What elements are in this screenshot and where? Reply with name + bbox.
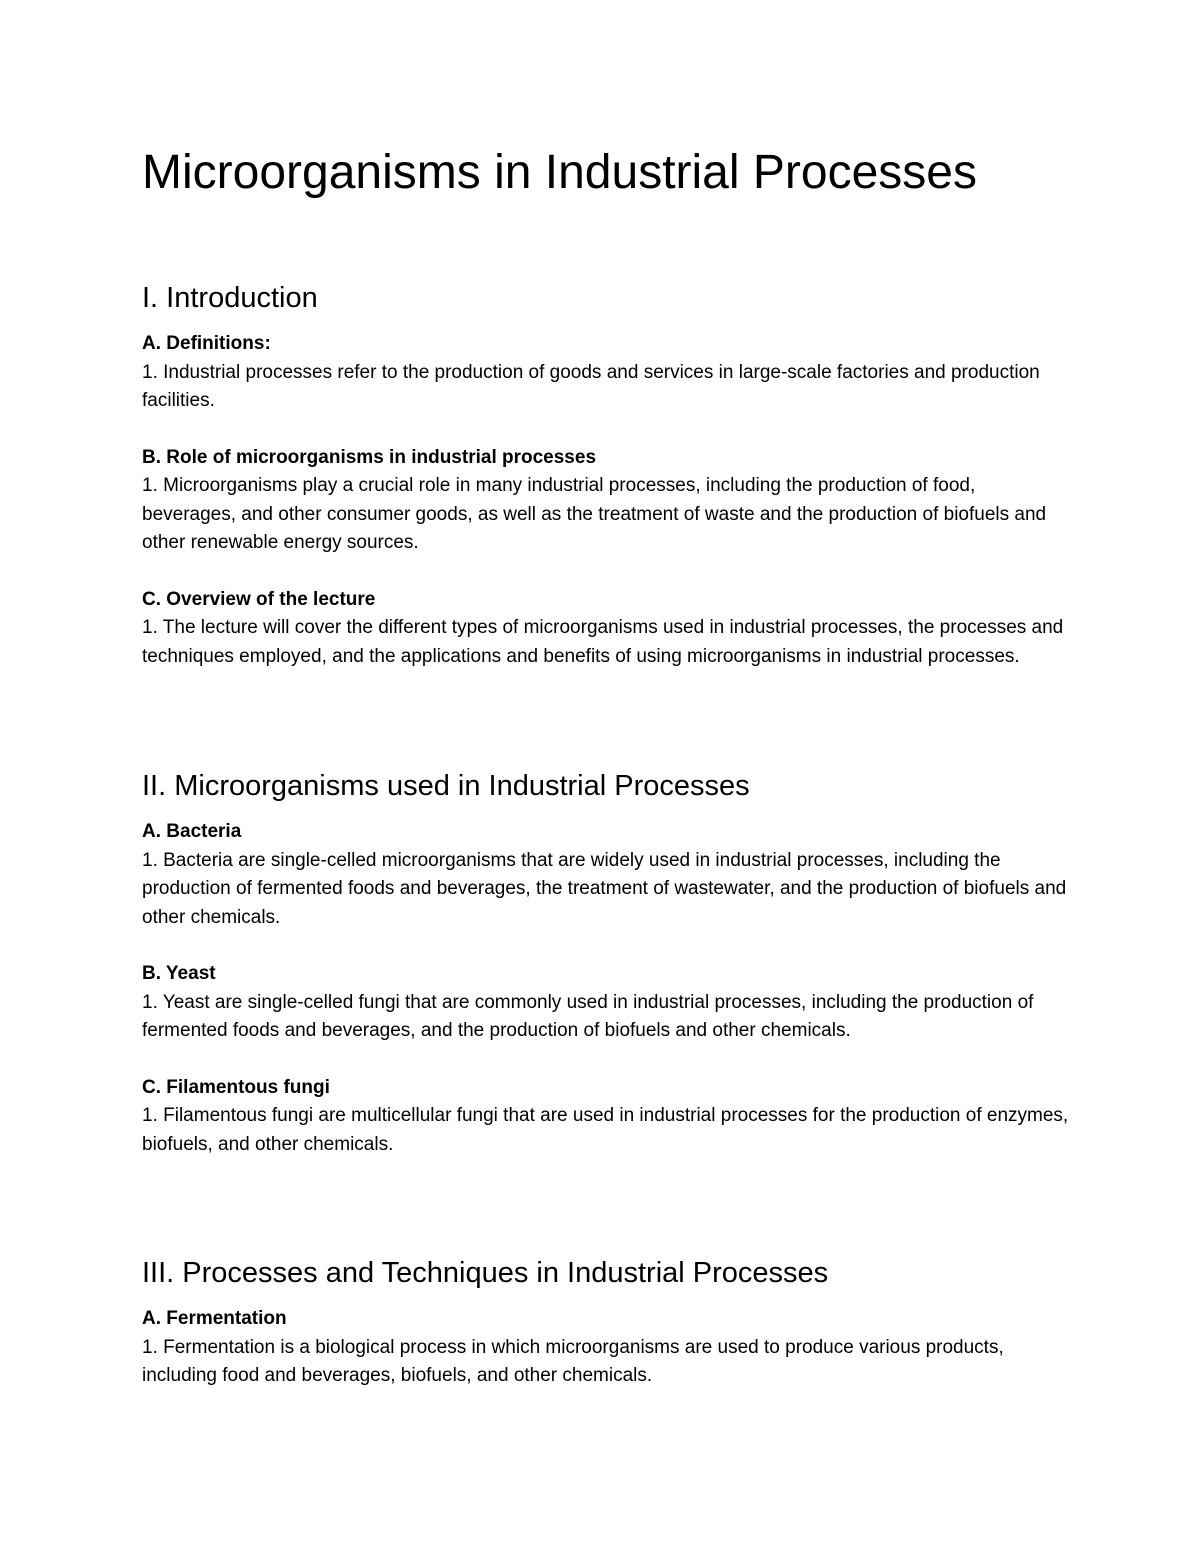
section-heading: I. Introduction <box>142 282 318 314</box>
subsection-filamentous-fungi <box>142 1074 1072 1160</box>
section-processes-techniques <box>142 1253 1072 1419</box>
subsection-text: 1. Fermentation is a biological process in which microorganisms are used to produce various products, including food and beverages, biofuels, and other chemicals. <box>142 1336 1004 1386</box>
subsection-heading: A. Fermentation <box>142 1308 287 1329</box>
section-heading: II. Microorganisms used in Industrial Processes <box>142 770 750 802</box>
subsection-heading: A. Bacteria <box>142 821 242 842</box>
subsection-yeast <box>142 960 1072 1046</box>
subsection-role-of-microorganisms <box>142 444 1072 558</box>
section-introduction <box>142 278 1072 699</box>
section-heading: III. Processes and Techniques in Industrial Processes <box>142 1257 829 1289</box>
subsection-text: 1. Bacteria are single-celled microorganisms that are widely used in industrial processes, including the production of fermented foods and beverages, the treatment of wastewater, and the production of biofuels and other chemicals. <box>142 849 1067 928</box>
section-microorganisms-used <box>142 766 1072 1187</box>
subsection-text: 1. The lecture will cover the different types of microorganisms used in industrial processes, the processes and techniques employed, and the applications and benefits of using microorganisms in industrial processes. <box>142 617 1064 667</box>
subsection-text: 1. Yeast are single-celled fungi that are commonly used in industrial processes, including the production of fermented foods and beverages, and the production of biofuels and other chemicals. <box>142 991 1034 1041</box>
document-title: Microorganisms in Industrial Processes <box>142 146 977 199</box>
subsection-text: 1. Industrial processes refer to the production of goods and services in large-scale factories and production facilities. <box>142 361 1040 411</box>
subsection-bacteria <box>142 818 1072 932</box>
subsection-heading: C. Filamentous fungi <box>142 1076 330 1098</box>
subsection-heading: B. Role of microorganisms in industrial processes <box>142 446 597 468</box>
subsection-heading: B. Yeast <box>142 963 216 984</box>
subsection-heading: A. Definitions: <box>142 333 271 354</box>
subsection-text: 1. Filamentous fungi are multicellular fungi that are used in industrial processes for the production of enzymes, biofuels, and other chemicals. <box>142 1105 1069 1155</box>
subsection-overview <box>142 586 1072 672</box>
subsection-heading: C. Overview of the lecture <box>142 588 376 610</box>
subsection-fermentation <box>142 1305 1072 1391</box>
subsection-text: 1. Microorganisms play a crucial role in many industrial processes, including the production of food, beverages, and other consumer goods, as well as the treatment of waste and the production of biofuels and other renewable energy sources. <box>142 475 1047 553</box>
subsection-definitions <box>142 330 1072 416</box>
